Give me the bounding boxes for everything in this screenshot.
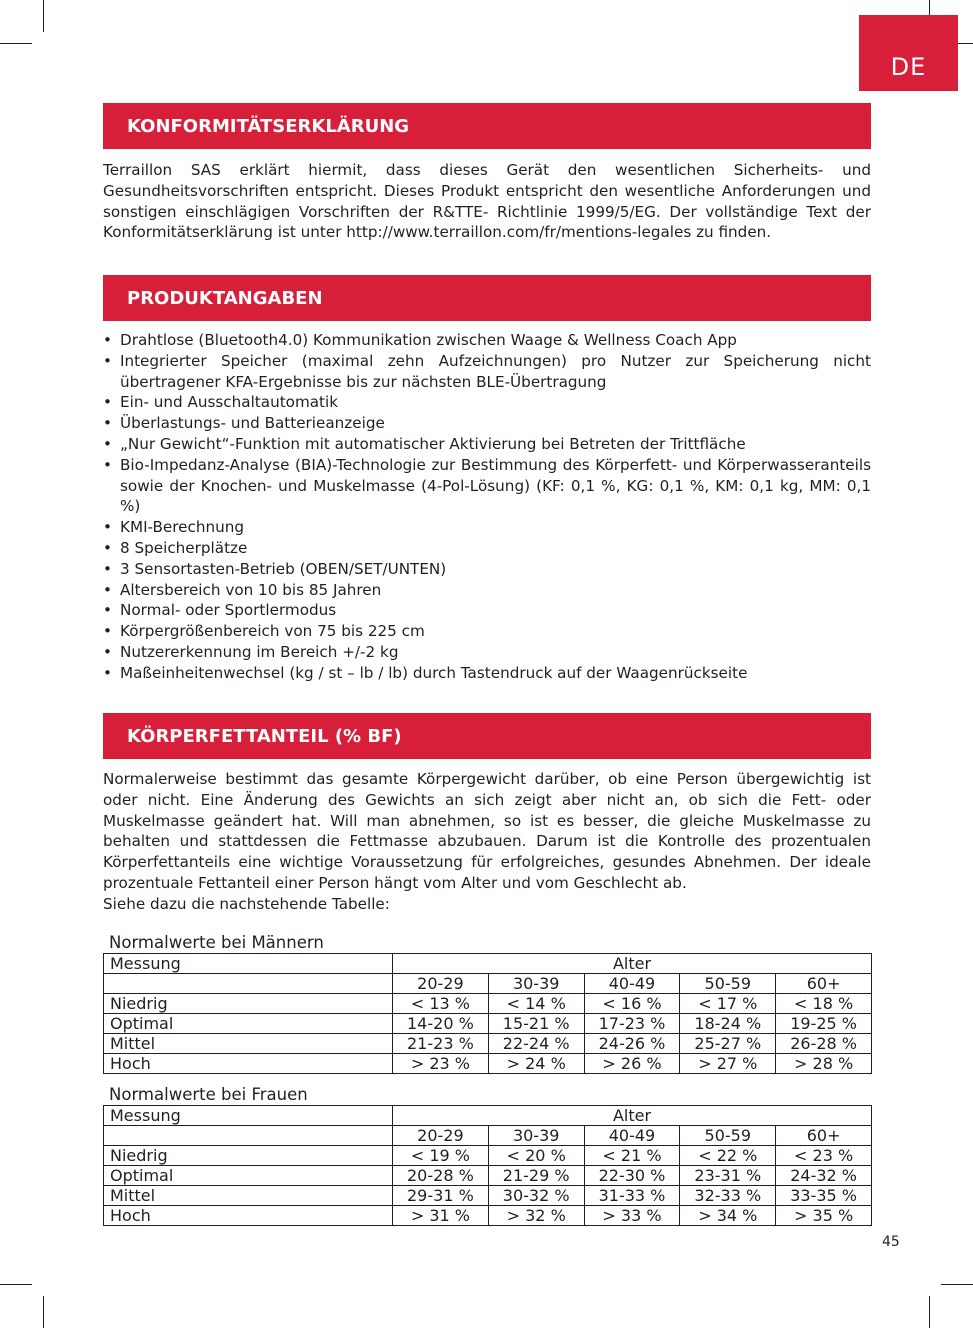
- value-cell: 30-32 %: [488, 1186, 584, 1206]
- age-cell: 60+: [776, 974, 872, 994]
- value-cell: 15-21 %: [488, 1014, 584, 1034]
- row-label: Niedrig: [104, 1146, 393, 1166]
- value-cell: 23-31 %: [680, 1166, 776, 1186]
- list-item: • „Nur Gewicht“-Funktion mit automatischer Aktivierung bei Betreten der Trittfläche: [103, 434, 871, 455]
- value-cell: > 31 %: [393, 1206, 489, 1226]
- table-age-row: [104, 974, 872, 994]
- age-cell: 30-39: [488, 974, 584, 994]
- value-cell: < 19 %: [393, 1146, 489, 1166]
- value-cell: 14-20 %: [393, 1014, 489, 1034]
- value-cell: < 13 %: [393, 994, 489, 1014]
- value-cell: 26-28 %: [776, 1034, 872, 1054]
- list-item: • Altersbereich von 10 bis 85 Jahren: [103, 580, 871, 601]
- language-tab: DE: [859, 15, 958, 91]
- men-normal-values-table: [103, 953, 872, 1074]
- value-cell: > 27 %: [680, 1054, 776, 1074]
- crop-mark: [0, 43, 32, 44]
- row-label: Hoch: [104, 1206, 393, 1226]
- value-cell: > 34 %: [680, 1206, 776, 1226]
- list-item: • 8 Speicherplätze: [103, 538, 871, 559]
- value-cell: < 20 %: [488, 1146, 584, 1166]
- value-cell: 22-24 %: [488, 1034, 584, 1054]
- table-row: [104, 1014, 872, 1034]
- section-header-conformity: KONFORMITÄTSERKLÄRUNG: [103, 103, 871, 149]
- table-row: [104, 1034, 872, 1054]
- value-cell: > 33 %: [584, 1206, 680, 1226]
- table-caption-men: Normalwerte bei Männern: [109, 933, 324, 952]
- list-item: • Nutzererkennung im Bereich +/-2 kg: [103, 642, 871, 663]
- value-cell: > 35 %: [776, 1206, 872, 1226]
- value-cell: 25-27 %: [680, 1034, 776, 1054]
- crop-mark: [43, 1296, 44, 1328]
- list-item: • Ein- und Ausschaltautomatik: [103, 392, 871, 413]
- table-row: [104, 1186, 872, 1206]
- list-item: • 3 Sensortasten-Betrieb (OBEN/SET/UNTEN): [103, 559, 871, 580]
- row-label: Hoch: [104, 1054, 393, 1074]
- table-row: [104, 1166, 872, 1186]
- value-cell: < 22 %: [680, 1146, 776, 1166]
- crop-mark: [929, 1296, 930, 1328]
- crop-mark: [43, 0, 44, 32]
- age-cell: 20-29: [393, 974, 489, 994]
- value-cell: < 21 %: [584, 1146, 680, 1166]
- value-cell: < 18 %: [776, 994, 872, 1014]
- value-cell: 22-30 %: [584, 1166, 680, 1186]
- list-item: • Maßeinheitenwechsel (kg / st – lb / lb) durch Tastendruck auf der Waagenrückseite: [103, 663, 871, 684]
- table-row: [104, 994, 872, 1014]
- product-feature-list: [103, 330, 871, 684]
- age-cell: 40-49: [584, 974, 680, 994]
- table-caption-women: Normalwerte bei Frauen: [109, 1085, 308, 1104]
- row-label: Mittel: [104, 1186, 393, 1206]
- value-cell: < 16 %: [584, 994, 680, 1014]
- page-number: 45: [882, 1234, 900, 1250]
- value-cell: 17-23 %: [584, 1014, 680, 1034]
- table-age-row: [104, 1126, 872, 1146]
- value-cell: 33-35 %: [776, 1186, 872, 1206]
- value-cell: 21-29 %: [488, 1166, 584, 1186]
- row-label: Optimal: [104, 1014, 393, 1034]
- table-row: [104, 1206, 872, 1226]
- measure-header: Messung: [104, 954, 393, 974]
- value-cell: > 32 %: [488, 1206, 584, 1226]
- age-cell: 30-39: [488, 1126, 584, 1146]
- age-header: Alter: [393, 1106, 872, 1126]
- section-header-product: PRODUKTANGABEN: [103, 275, 871, 321]
- value-cell: 31-33 %: [584, 1186, 680, 1206]
- crop-mark: [941, 1284, 973, 1285]
- bodyfat-table-intro: Siehe dazu die nachstehende Tabelle:: [103, 895, 390, 913]
- age-cell: 50-59: [680, 1126, 776, 1146]
- value-cell: 24-32 %: [776, 1166, 872, 1186]
- empty-cell: [104, 974, 393, 994]
- list-item: • Normal- oder Sportlermodus: [103, 600, 871, 621]
- value-cell: 19-25 %: [776, 1014, 872, 1034]
- age-header: Alter: [393, 954, 872, 974]
- age-cell: 50-59: [680, 974, 776, 994]
- section-header-bodyfat: KÖRPERFETTANTEIL (% BF): [103, 713, 871, 759]
- value-cell: 32-33 %: [680, 1186, 776, 1206]
- value-cell: 18-24 %: [680, 1014, 776, 1034]
- value-cell: > 26 %: [584, 1054, 680, 1074]
- age-cell: 60+: [776, 1126, 872, 1146]
- crop-mark: [0, 1284, 32, 1285]
- value-cell: > 28 %: [776, 1054, 872, 1074]
- row-label: Niedrig: [104, 994, 393, 1014]
- list-item: • Bio-Impedanz-Analyse (BIA)-Technologie zur Bestimmung des Körperfett- und Körperwasseranteils sowie der Knochen- und Muskelmasse (4-Pol-Lösung) (KF: 0,1 %, KG: 0,1 %, KM: 0,1 kg, MM: 0,1 %): [103, 455, 871, 517]
- measure-header: Messung: [104, 1106, 393, 1126]
- table-header-row: [104, 954, 872, 974]
- value-cell: 21-23 %: [393, 1034, 489, 1054]
- value-cell: < 17 %: [680, 994, 776, 1014]
- list-item: • Integrierter Speicher (maximal zehn Aufzeichnungen) pro Nutzer zur Speicherung nicht übertragener KFA-Ergebnisse bis zur nächsten BLE-Übertragung: [103, 351, 871, 393]
- list-item: • KMI-Berechnung: [103, 517, 871, 538]
- age-cell: 40-49: [584, 1126, 680, 1146]
- table-row: [104, 1054, 872, 1074]
- list-item: • Drahtlose (Bluetooth4.0) Kommunikation zwischen Waage & Wellness Coach App: [103, 330, 871, 351]
- conformity-text: Terraillon SAS erklärt hiermit, dass dieses Gerät den wesentlichen Sicherheits- und Gesundheitsvorschriften entspricht. Dieses Produkt entspricht den wesentliche Anforderungen und sonstigen einschlägigen Vorschriften der R&TTE- Richtlinie 1999/5/EG. Der vollständige Text der Konformitätserklärung ist unter http://www.terraillon.com/fr/mentions-legales zu finden.: [103, 161, 871, 242]
- age-cell: 20-29: [393, 1126, 489, 1146]
- value-cell: 24-26 %: [584, 1034, 680, 1054]
- row-label: Mittel: [104, 1034, 393, 1054]
- value-cell: < 23 %: [776, 1146, 872, 1166]
- row-label: Optimal: [104, 1166, 393, 1186]
- value-cell: < 14 %: [488, 994, 584, 1014]
- table-row: [104, 1146, 872, 1166]
- value-cell: 20-28 %: [393, 1166, 489, 1186]
- empty-cell: [104, 1126, 393, 1146]
- bodyfat-text: Normalerweise bestimmt das gesamte Körpergewicht darüber, ob eine Person übergewichtig ist oder nicht. Eine Änderung des Gewichts an sich zeigt aber nicht an, ob sich die Fett- oder Muskelmasse geändert hat. Will man abnehmen, so ist es besser, die gleiche Muskelmasse zu behalten und stattdessen die Fettmasse abzubauen. Darum ist die Kontrolle des prozentualen Körperfettanteils eine wichtige Voraussetzung für erfolgreiches, gesundes Abnehmen. Der ideale prozentuale Fettanteil einer Person hängt vom Alter und vom Geschlecht ab.: [103, 770, 871, 892]
- list-item: • Überlastungs- und Batterieanzeige: [103, 413, 871, 434]
- women-normal-values-table: [103, 1105, 872, 1226]
- value-cell: > 24 %: [488, 1054, 584, 1074]
- table-header-row: [104, 1106, 872, 1126]
- value-cell: 29-31 %: [393, 1186, 489, 1206]
- value-cell: > 23 %: [393, 1054, 489, 1074]
- list-item: • Körpergrößenbereich von 75 bis 225 cm: [103, 621, 871, 642]
